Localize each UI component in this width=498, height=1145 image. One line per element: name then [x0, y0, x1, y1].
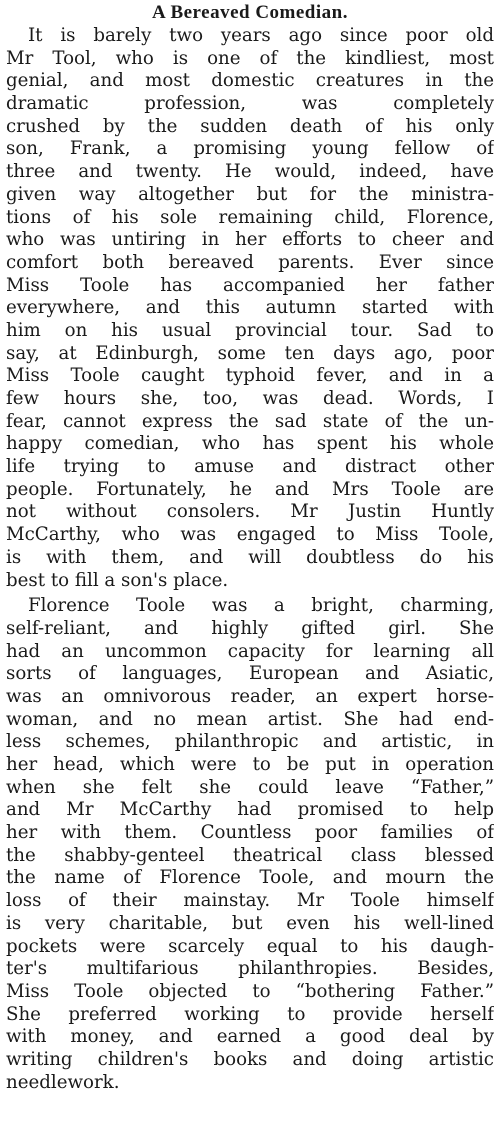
- text-line: with money, and earned a good deal by: [6, 1026, 494, 1048]
- text-line: Miss Toole has accompanied her father: [6, 274, 494, 296]
- text-line: Mr Tool, who is one of the kindliest, most: [6, 47, 494, 69]
- text-line: was an omnivorous reader, an expert horse-: [6, 685, 494, 707]
- text-line: crushed by the sudden death of his only: [6, 115, 494, 137]
- text-line: him on his usual provincial tour. Sad to: [6, 319, 494, 341]
- text-line: ter's multifarious philanthropies. Besides,: [6, 958, 494, 980]
- text-line: Miss Toole objected to “bothering Father.”: [6, 980, 494, 1002]
- text-line: writing children's books and doing artistic: [6, 1048, 494, 1070]
- text-line: the name of Florence Toole, and mourn the: [6, 867, 494, 889]
- text-line: comfort both bereaved parents. Ever since: [6, 251, 494, 273]
- text-line: Florence Toole was a bright, charming,: [28, 595, 494, 617]
- text-line: had an uncommon capacity for learning all: [6, 640, 494, 662]
- text-line: life trying to amuse and distract other: [6, 456, 494, 478]
- text-line: McCarthy, who was engaged to Miss Toole,: [6, 524, 494, 546]
- text-line: is with them, and will doubtless do his: [6, 546, 494, 568]
- text-line: best to fill a son's place.: [6, 569, 229, 591]
- text-line: and Mr McCarthy had promised to help: [6, 799, 494, 821]
- article-paragraph: [6, 595, 494, 1094]
- text-line: sorts of languages, European and Asiatic,: [6, 663, 494, 685]
- text-line: happy comedian, who has spent his whole: [6, 433, 494, 455]
- article-body: [6, 25, 494, 1094]
- text-line: pockets were scarcely equal to his daugh-: [6, 935, 494, 957]
- text-line: genial, and most domestic creatures in the: [6, 70, 494, 92]
- text-line: is very charitable, but even his well-lined: [6, 912, 494, 934]
- text-line: say, at Edinburgh, some ten days ago, poor: [6, 342, 494, 364]
- text-line: given way altogether but for the ministra-: [6, 183, 494, 205]
- text-line: the shabby-genteel theatrical class blessed: [6, 844, 494, 866]
- news-article: [6, 0, 494, 1145]
- text-line: who was untiring in her efforts to cheer and: [6, 229, 494, 251]
- text-line: Miss Toole caught typhoid fever, and in a: [6, 365, 494, 387]
- text-line: her head, which were to be put in operation: [6, 754, 494, 775]
- text-line: needlework.: [6, 1071, 120, 1093]
- text-line: people. Fortunately, he and Mrs Toole are: [6, 478, 494, 500]
- text-line: when she felt she could leave “Father,”: [6, 776, 494, 798]
- text-line: woman, and no mean artist. She had end-: [6, 708, 494, 730]
- text-line: everywhere, and this autumn started with: [6, 297, 494, 319]
- article-paragraph: [6, 25, 494, 592]
- text-line: It is barely two years ago since poor old: [28, 25, 494, 46]
- text-line: self-reliant, and highly gifted girl. She: [6, 617, 494, 639]
- text-line: tions of his sole remaining child, Florence,: [6, 206, 494, 228]
- text-line: son, Frank, a promising young fellow of: [6, 138, 494, 160]
- text-line: dramatic profession, was completely: [6, 93, 494, 115]
- text-line: She preferred working to provide herself: [6, 1003, 494, 1025]
- text-line: loss of their mainstay. Mr Toole himself: [6, 890, 494, 912]
- article-headline: A Bereaved Comedian.: [152, 2, 348, 23]
- text-line: less schemes, philanthropic and artistic, in: [6, 731, 494, 753]
- text-line: few hours she, too, was dead. Words, I: [6, 388, 494, 409]
- text-line: not without consolers. Mr Justin Huntly: [6, 501, 494, 523]
- text-line: fear, cannot express the sad state of the un-: [6, 410, 494, 432]
- text-line: her with them. Countless poor families of: [6, 822, 494, 844]
- text-line: three and twenty. He would, indeed, have: [6, 161, 494, 183]
